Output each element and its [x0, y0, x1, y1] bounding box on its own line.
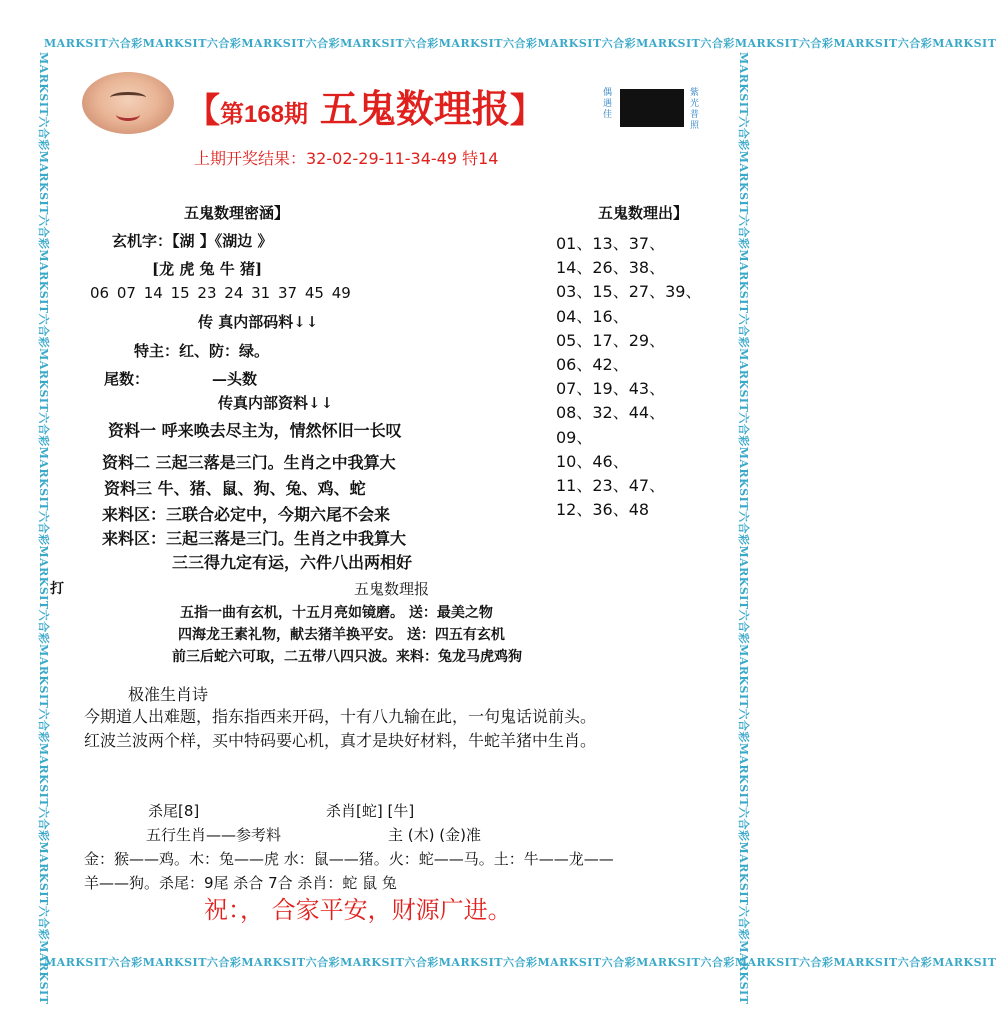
- tail-value: —头数: [212, 370, 258, 388]
- fax-line-2: 传真内部资料↓↓: [218, 394, 334, 412]
- mid-line-1: 五指一曲有玄机，十五月亮如镜磨。 送：最美之物: [180, 605, 493, 621]
- kill-zodiac: 杀肖[蛇] [牛]: [326, 802, 415, 820]
- poem-line-1: 今期道人出难题，指东指西来开码，十有八九输在此，一句鬼话说前头。: [84, 707, 597, 726]
- poem-heading: 极准生肖诗: [128, 685, 209, 704]
- numbers-line: 06 07 14 15 23 24 31 37 45 49: [90, 284, 351, 302]
- number-row: 12、36、48: [556, 500, 650, 520]
- animals-line: [龙 虎 兔 牛 猪]: [152, 260, 263, 278]
- right-border-text: MARKSIT六合彩MARKSIT六合彩MARKSIT六合彩MARKSIT六合彩MARKSIT六合彩MARKSIT六合彩MARKSIT六合彩MARKSIT六合彩MARKSIT六合彩MARKSIT: [737, 52, 750, 1005]
- left-border: [37, 52, 56, 1005]
- number-list: [556, 232, 701, 522]
- mid-line-3: 前三后蛇六可取，二五带八四只波。来料：兔龙马虎鸡狗: [172, 649, 522, 665]
- number-row: 08、32、44、: [556, 403, 666, 423]
- five-elements-heading: 五行生肖——参考料: [146, 826, 282, 844]
- mid-line-2: 四海龙王素礼物，献去猪羊换平安。 送：四五有玄机: [178, 627, 505, 643]
- poem-line-2: 红波兰波两个样，买中特码要心机，真才是块好材料，牛蛇羊猪中生肖。: [84, 731, 597, 750]
- number-row: 07、19、43、: [556, 379, 666, 399]
- side-tag-left: 偶遇佳: [603, 88, 613, 120]
- newspaper-name: 五鬼数理报: [319, 86, 510, 131]
- info-line-3: 资料三 牛、猪、鼠、狗、兔、鸡、蛇: [104, 479, 366, 498]
- number-row: 11、23、47、: [556, 476, 666, 496]
- right-border: [737, 52, 756, 1005]
- bottom-border-text: MARKSIT六合彩MARKSIT六合彩MARKSIT六合彩MARKSIT六合彩MARKSIT六合彩MARKSIT六合彩MARKSIT六合彩MARKSIT六合彩MARKSIT六合彩MARKSIT: [44, 956, 996, 969]
- special-line: 特主：红、防：绿。: [134, 342, 270, 360]
- portrait-eyes: [110, 92, 146, 103]
- page-title: [186, 78, 544, 133]
- blessing: 祝：， 合家平安，财源广进。: [204, 896, 512, 924]
- number-row: 14、26、38、: [556, 258, 666, 278]
- top-border-text: MARKSIT六合彩MARKSIT六合彩MARKSIT六合彩MARKSIT六合彩MARKSIT六合彩MARKSIT六合彩MARKSIT六合彩MARKSIT六合彩MARKSIT六合彩MARKSIT: [44, 37, 996, 50]
- kill-tail: 杀尾[8]: [148, 802, 200, 820]
- main-elements: 主 (木) (金)准: [388, 826, 481, 844]
- stray-mark: 打: [50, 581, 64, 597]
- info-line-2: 资料二 三起三落是三门。生肖之中我算大: [102, 453, 396, 472]
- mid-heading: 五鬼数理报: [354, 580, 430, 598]
- tail-label: 尾数：: [104, 370, 150, 388]
- number-row: 05、17、29、: [556, 330, 666, 350]
- redacted-block: [620, 89, 684, 127]
- number-row: 06、42、: [556, 355, 629, 375]
- number-row: 09、: [556, 427, 593, 447]
- left-border-text: MARKSIT六合彩MARKSIT六合彩MARKSIT六合彩MARKSIT六合彩MARKSIT六合彩MARKSIT六合彩MARKSIT六合彩MARKSIT六合彩MARKSIT六合彩MARKSIT: [37, 52, 50, 1005]
- source-line-1: 来料区：三联合必定中，今期六尾不会来: [102, 505, 391, 524]
- number-row: 01、13、37、: [556, 234, 666, 253]
- xuanji-line: 玄机字：【湖 】《湖边 》: [112, 232, 273, 250]
- left-heading: 五鬼数理密涵】: [184, 204, 290, 222]
- issue-number: 第168期: [220, 101, 309, 128]
- right-heading: 五鬼数理出】: [598, 204, 689, 222]
- elements-detail-2: 羊——狗。杀尾：9尾 杀合 7合 杀肖：蛇 鼠 兔: [84, 874, 397, 892]
- side-tag-right: 紫光普照: [690, 88, 700, 131]
- fax-line-1: 传 真内部码料↓↓: [198, 313, 319, 331]
- portrait-mouth: [116, 108, 140, 121]
- title-bracket-open: 【: [186, 91, 220, 131]
- source-line-2: 来料区：三起三落是三门。生肖之中我算大: [102, 529, 407, 548]
- number-row: 04、16、: [556, 306, 629, 326]
- source-line-3: 三三得九定有运，六件八出两相好: [172, 553, 413, 572]
- portrait-avatar: [82, 72, 174, 134]
- info-line-1: 资料一 呼来唤去尽主为，情然怀旧一长叹: [108, 421, 402, 440]
- elements-detail-1: 金：猴——鸡。木：兔——虎 水：鼠——猪。火：蛇——马。土：牛——龙——: [84, 850, 614, 868]
- number-row: 10、46、: [556, 451, 629, 471]
- number-row: 03、15、27、39、: [556, 282, 702, 302]
- last-result: 上期开奖结果：32-02-29-11-34-49 特14: [194, 149, 499, 168]
- title-bracket-close: 】: [509, 91, 544, 131]
